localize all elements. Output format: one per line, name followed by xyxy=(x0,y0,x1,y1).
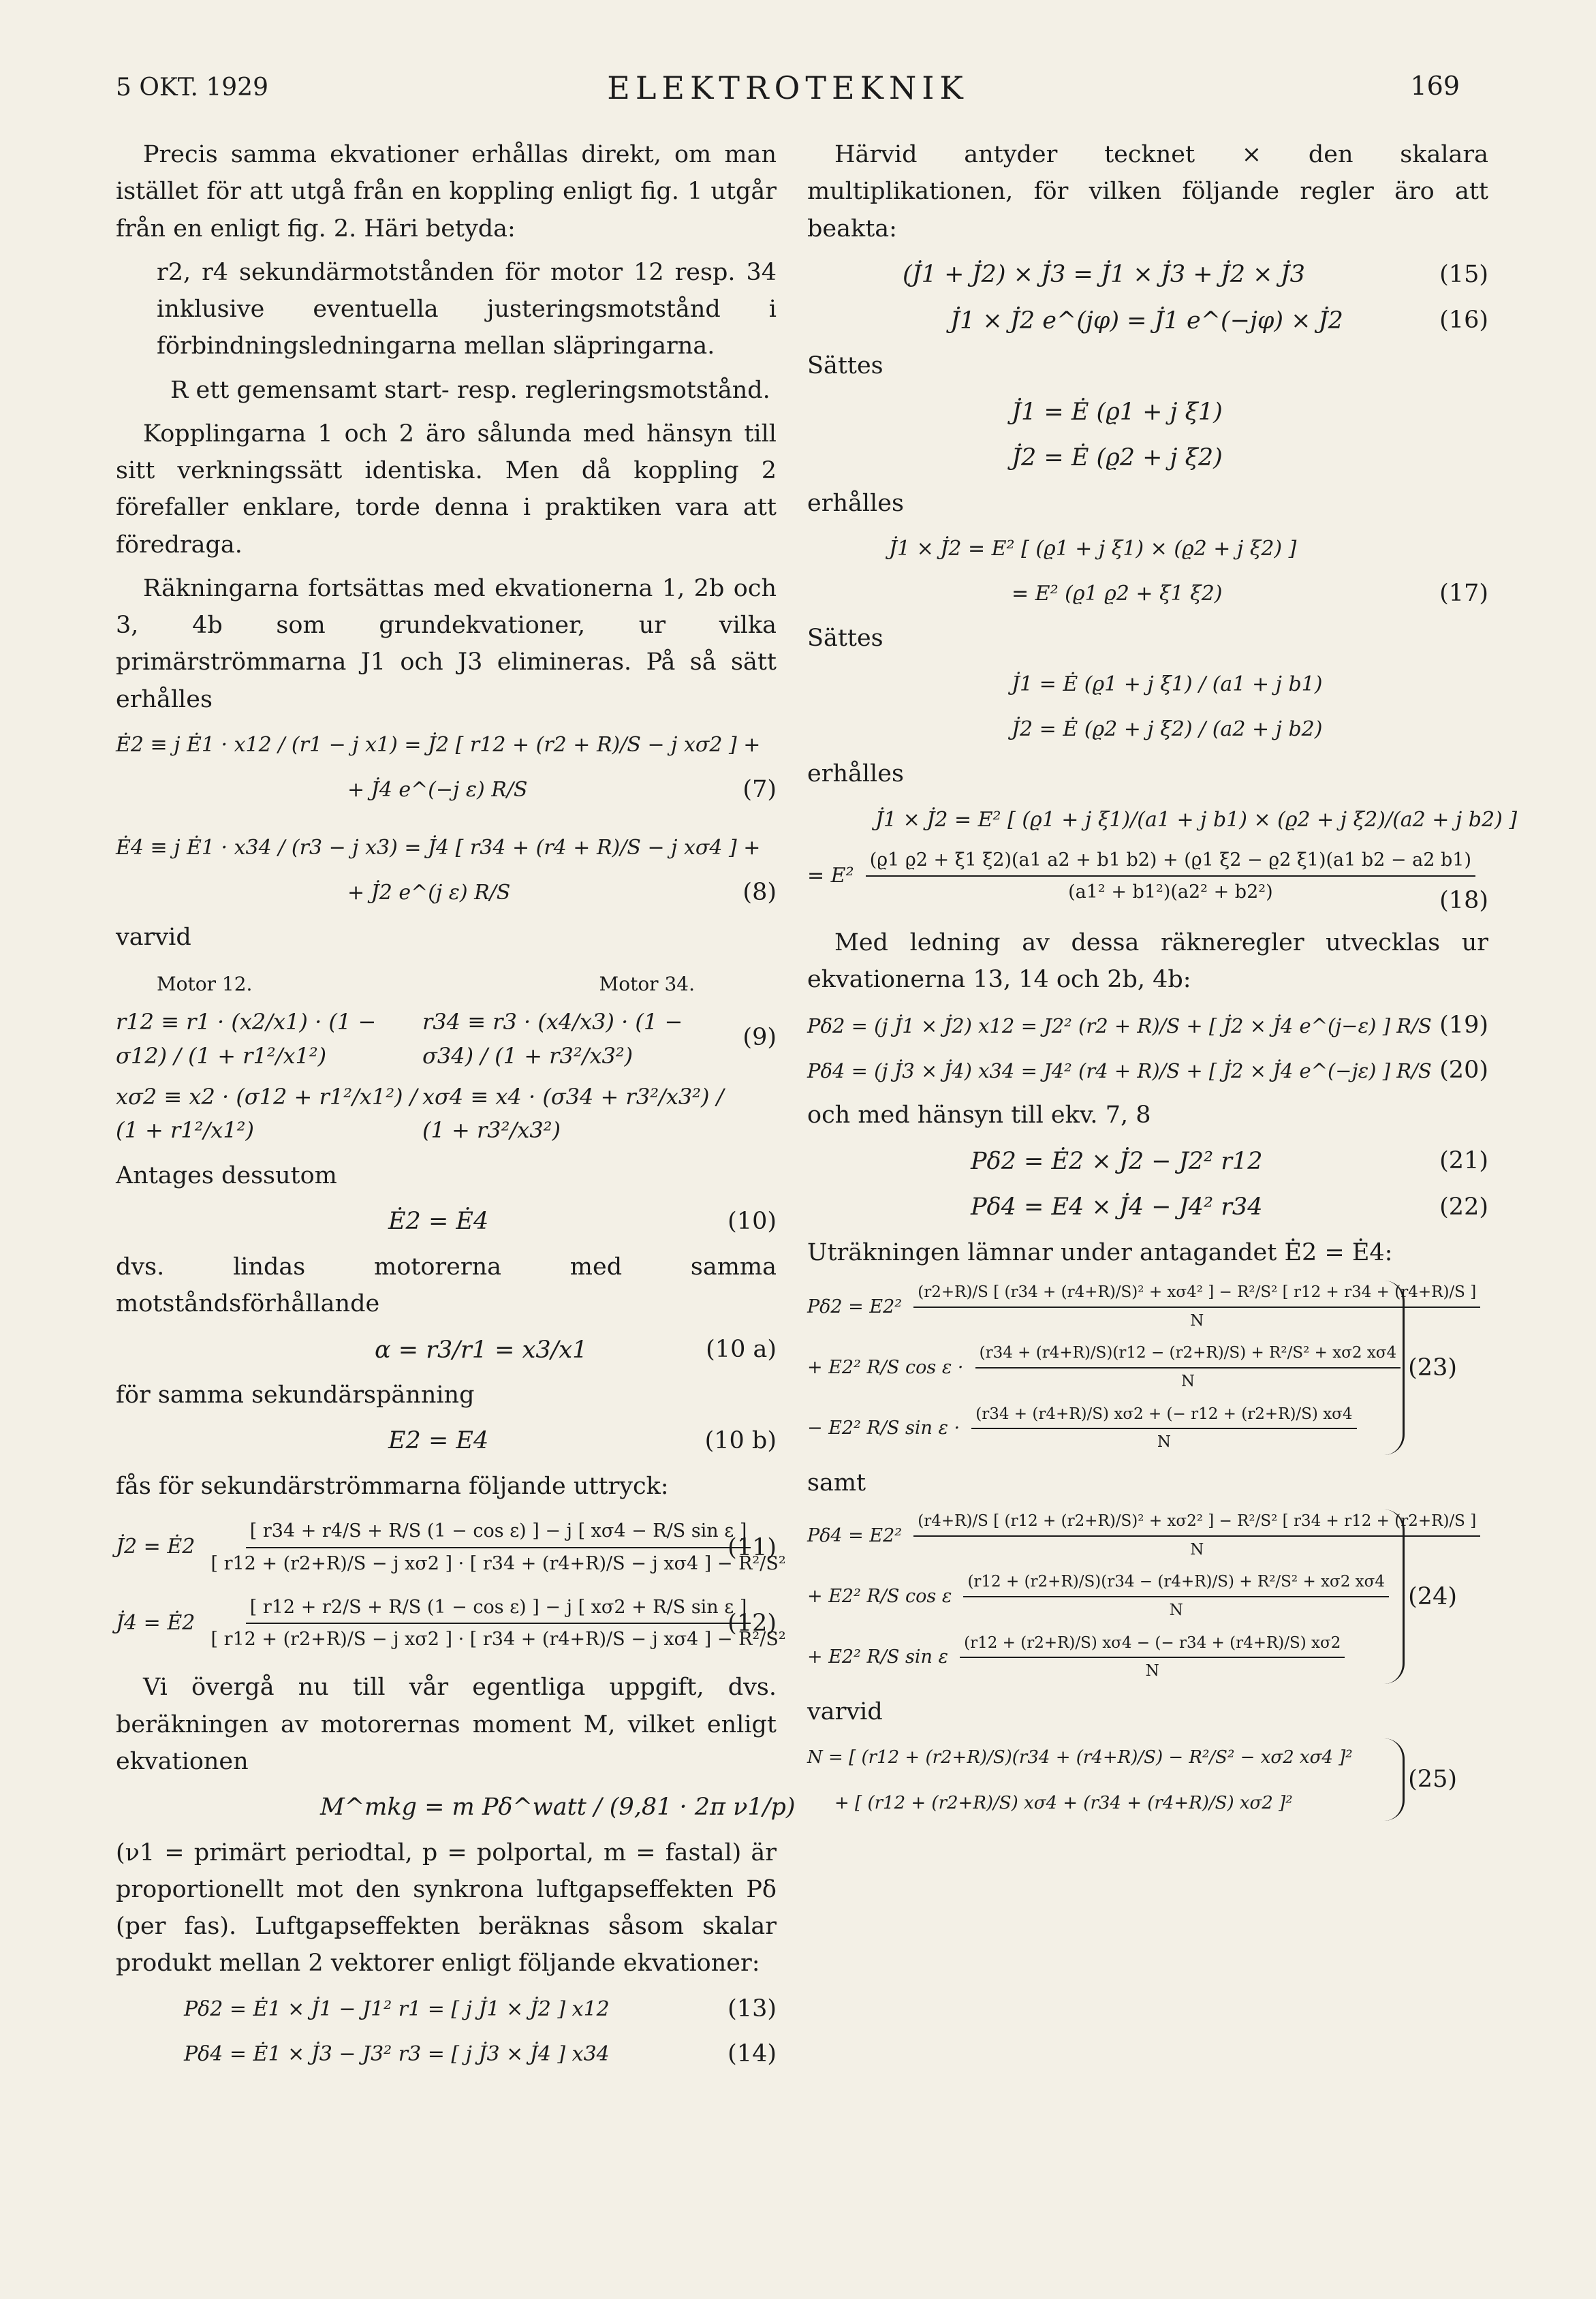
equation-number: (16) xyxy=(1439,307,1488,334)
definition: r2, r4 sekundärmotstånden för motor 12 resp. 34 inklusive eventuella justeringsmotstånd i förbindningsledningarna mellan släpringarna. xyxy=(157,258,777,360)
paragraph: Räkningarna fortsättas med ekvationerna 1, 2b och 3, 4b som grundekvationer, ur vilka primärströmmarna J1 och J3 elimineras. På så sätt erhålles xyxy=(116,574,777,713)
numerator: (r4+R)/S [ (r12 + (r2+R)/S)² + xσ2² ] − R²/S² [ r34 + r12 + (r2+R)/S ] xyxy=(913,1510,1480,1537)
equation-number: (17) xyxy=(1439,580,1488,607)
equation-25-line-2 xyxy=(807,1783,1386,1820)
paragraph: samt xyxy=(807,1469,866,1497)
equation-body: E2 = E4 xyxy=(388,1427,489,1455)
equation-lhs: J̇2 = Ė2 xyxy=(116,1535,195,1559)
equation-lhs: = E² xyxy=(807,864,854,888)
equation-16 xyxy=(807,301,1488,339)
definition-j1 xyxy=(807,392,1488,431)
denominator: N xyxy=(1190,1311,1204,1330)
denominator: N xyxy=(1145,1662,1159,1680)
equation-body: N = [ (r12 + (r2+R)/S)(r34 + (r4+R)/S) − R²/S² − xσ2 xσ4 ]² xyxy=(807,1747,1353,1768)
equation-body: J̇2 = Ė (ϱ2 + j ξ2) xyxy=(1012,444,1223,472)
equation-body: Pδ4 = (j J̇3 × J̇4) x34 = J4² (r4 + R)/S + [ J̇2 × J̇4 e^(−jε) ] R/S xyxy=(807,1059,1432,1082)
equation-number: (10 a) xyxy=(706,1335,777,1363)
issue-date: 5 OKT. 1929 xyxy=(116,74,268,101)
equation-lhs: + E2² R/S cos ε xyxy=(807,1586,952,1608)
equation-number: (8) xyxy=(742,878,777,906)
equation-number: (13) xyxy=(727,1995,777,2022)
motor-headings xyxy=(157,969,777,999)
motor-12-label: Motor 12. xyxy=(157,973,253,995)
equation-17 xyxy=(807,530,1488,567)
equation-fraction xyxy=(963,1570,1389,1623)
equation-body: xσ4 ≡ x4 · (σ34 + r3²/x3²) / (1 + r3²/x3²) xyxy=(422,1083,724,1144)
right-column xyxy=(807,136,1518,1829)
equation-8 xyxy=(116,828,777,865)
paragraph: Vi övergå nu till vår egentliga uppgift, dvs. beräkningen av motorernas moment M, vilket enligt ekvationen xyxy=(116,1674,777,1775)
equation-body: Pδ2 = Ė1 × J̇1 − J1² r1 = [ j J̇1 × J̇2 ] x12 xyxy=(184,1997,610,2021)
equation-body: r34 ≡ r3 · (x4/x3) · (1 − σ34) / (1 + r3²/x3²) xyxy=(422,1009,683,1069)
equation-lhs: J̇4 = Ė2 xyxy=(116,1611,195,1636)
paragraph: Härvid antyder tecknet × den skalara multiplikationen, för vilken följande regler äro att beakta: xyxy=(807,141,1488,243)
paragraph: varvid xyxy=(807,1698,883,1725)
equation-23-term-2 xyxy=(807,1341,1397,1394)
paragraph: dvs. lindas motorerna med samma motståndsförhållande xyxy=(116,1253,777,1317)
equation-number: (22) xyxy=(1439,1193,1488,1221)
equation-lhs: Pδ2 = E2² xyxy=(807,1296,903,1317)
equation-number: (25) xyxy=(1408,1766,1457,1794)
equation-body: J̇2 = Ė (ϱ2 + j ξ2) / (a2 + j b2) xyxy=(1012,717,1323,741)
equation-18-cont xyxy=(807,846,1488,915)
equation-7 xyxy=(116,726,777,763)
equation-24-term-3 xyxy=(807,1631,1386,1684)
equation-19 xyxy=(807,1007,1488,1044)
denominator: N xyxy=(1169,1601,1183,1619)
equation-24-term-1 xyxy=(807,1510,1477,1562)
paragraph: varvid xyxy=(116,923,191,951)
equation-23-term-3 xyxy=(807,1403,1386,1455)
paragraph: Sättes xyxy=(807,625,883,653)
equation-23 xyxy=(807,1281,1477,1455)
equation-body: Pδ4 = E4 × J̇4 − J4² r34 xyxy=(971,1193,1263,1221)
paragraph: fås för sekundärströmmarna följande uttryck: xyxy=(116,1472,669,1500)
equation-23-term-1 xyxy=(807,1281,1477,1333)
equation-body: J̇1 = Ė (ϱ1 + j ξ1) / (a1 + j b1) xyxy=(1012,672,1323,696)
paragraph: Precis samma ekvationer erhållas direkt, om man istället för att utgå från en koppling enligt fig. 1 utgår från en enligt fig. 2. Häri betyda: xyxy=(116,141,777,243)
journal-title: ELEKTROTEKNIK xyxy=(607,69,969,106)
equation-number: (14) xyxy=(727,2039,777,2067)
left-column xyxy=(116,136,796,2080)
equation-21 xyxy=(807,1142,1488,1180)
numerator: (r34 + (r4+R)/S) xσ2 + (− r12 + (r2+R)/S) xσ4 xyxy=(971,1403,1356,1430)
definition-j1-frac xyxy=(807,666,1488,702)
numerator: (r2+R)/S [ (r34 + (r4+R)/S)² + xσ4² ] − R²/S² [ r12 + r34 + (r4+R)/S ] xyxy=(913,1281,1480,1308)
equation-number: (15) xyxy=(1439,260,1488,288)
equation-25-line-1 xyxy=(807,1738,1386,1775)
equation-lhs: + E2² R/S cos ε · xyxy=(807,1356,964,1378)
denominator: N xyxy=(1190,1540,1204,1559)
equation-body: + J̇2 e^(j ε) R/S xyxy=(347,880,511,905)
equation-body: Pδ4 = Ė1 × J̇3 − J3² r3 = [ j J̇3 × J̇4 ] x34 xyxy=(184,2042,610,2067)
equation-10b xyxy=(116,1422,777,1460)
equation-9-row xyxy=(116,1005,729,1073)
equation-10 xyxy=(116,1202,777,1240)
equation-8-cont xyxy=(116,874,777,911)
paragraph: Sättes xyxy=(807,352,883,379)
numerator: (r12 + (r2+R)/S) xσ4 − (− r34 + (r4+R)/S) xσ2 xyxy=(960,1631,1345,1659)
equation-moment xyxy=(116,1788,796,1826)
equation-body: α = r3/r1 = x3/x1 xyxy=(375,1336,588,1364)
equation-13 xyxy=(116,1990,777,2027)
equation-fraction xyxy=(975,1341,1401,1394)
equation-number: (23) xyxy=(1408,1354,1457,1381)
equation-number: (20) xyxy=(1439,1056,1488,1084)
denominator: (a1² + b1²)(a2² + b2²) xyxy=(1068,881,1273,903)
equation-fraction xyxy=(206,1517,789,1578)
equation-12 xyxy=(116,1593,786,1655)
motor-34-label: Motor 34. xyxy=(599,973,695,995)
equation-body: J̇1 = Ė (ϱ1 + j ξ1) xyxy=(1012,398,1223,426)
equation-body: (J̇1 + J̇2) × J̇3 = J̇1 × J̇3 + J̇2 × J̇3 xyxy=(903,261,1305,289)
equation-body: Pδ2 = (j J̇1 × J̇2) x12 = J2² (r2 + R)/S + [ J̇2 × J̇4 e^(j−ε) ] R/S xyxy=(807,1014,1432,1037)
equation-body: J̇1 × J̇2 e^(jφ) = J̇1 e^(−jφ) × J̇2 xyxy=(950,307,1343,334)
denominator: [ r12 + (r2+R)/S − j xσ2 ] · [ r34 + (r4+R)/S − j xσ4 ] − R²/S² xyxy=(210,1629,786,1651)
paragraph: för samma sekundärspänning xyxy=(116,1381,475,1409)
page-header xyxy=(116,69,1460,114)
numerator: (r12 + (r2+R)/S)(r34 − (r4+R)/S) + R²/S² + xσ2 xσ4 xyxy=(963,1570,1389,1597)
equation-number: (19) xyxy=(1439,1011,1488,1039)
equation-number: (7) xyxy=(742,776,777,803)
paragraph: Kopplingarna 1 och 2 äro sålunda med hänsyn till sitt verkningssätt identiska. Men då koppling 2 förefaller enklare, torde denna i praktiken vara att föredraga. xyxy=(116,420,777,559)
equation-24 xyxy=(807,1510,1477,1684)
equation-14 xyxy=(116,2035,777,2072)
equation-body: Ė2 ≡ j Ė1 · x12 / (r1 − j x1) = J̇2 [ r12 + (r2 + R)/S − j xσ2 ] + xyxy=(116,733,761,757)
equation-17-cont xyxy=(807,575,1488,612)
equation-fraction xyxy=(913,1281,1480,1333)
equation-lhs: Pδ4 = E2² xyxy=(807,1524,903,1546)
equation-body: J̇1 × J̇2 = E² [ (ϱ1 + j ξ1) × (ϱ2 + j ξ2) ] xyxy=(889,537,1297,561)
equation-fraction xyxy=(913,1510,1480,1562)
equation-11 xyxy=(116,1517,786,1578)
equation-fraction xyxy=(971,1403,1356,1455)
numerator: [ r34 + r4/S + R/S (1 − cos ε) ] − j [ xσ4 − R/S sin ε ] xyxy=(246,1517,751,1548)
equation-9-row xyxy=(116,1080,729,1148)
equation-9-block xyxy=(116,1005,777,1147)
paragraph: erhålles xyxy=(807,489,904,517)
equation-15 xyxy=(807,255,1488,294)
definition-j2-frac xyxy=(807,710,1488,747)
equation-10a xyxy=(116,1330,777,1369)
numerator: [ r12 + r2/S + R/S (1 − cos ε) ] − j [ xσ2 + R/S sin ε ] xyxy=(246,1593,751,1625)
paragraph: Antages dessutom xyxy=(116,1161,337,1189)
paragraph: och med hänsyn till ekv. 7, 8 xyxy=(807,1101,1151,1129)
equation-7-cont xyxy=(116,771,777,808)
equation-24-term-2 xyxy=(807,1570,1386,1623)
equation-fraction xyxy=(206,1593,789,1655)
denominator: [ r12 + (r2+R)/S − j xσ2 ] · [ r34 + (r4+R)/S − j xσ4 ] − R²/S² xyxy=(210,1552,786,1574)
paragraph: erhålles xyxy=(807,760,904,787)
equation-body: + [ (r12 + (r2+R)/S) xσ4 + (r34 + (r4+R)/S) xσ2 ]² xyxy=(834,1792,1293,1813)
equation-25 xyxy=(807,1738,1457,1821)
equation-body: M^mkg = m Pδ^watt / (9,81 · 2π ν1/p) xyxy=(320,1794,796,1821)
equation-number: (12) xyxy=(727,1610,777,1638)
equation-fraction xyxy=(960,1631,1345,1684)
equation-number: (9) xyxy=(742,1024,777,1052)
equation-body: + J̇4 e^(−j ε) R/S xyxy=(347,778,528,802)
denominator: N xyxy=(1180,1372,1195,1390)
equation-number: (24) xyxy=(1408,1582,1457,1610)
numerator: (ϱ1 ϱ2 + ξ1 ξ2)(a1 a2 + b1 b2) + (ϱ1 ξ2 − ϱ2 ξ1)(a1 b2 − a2 b1) xyxy=(866,846,1475,877)
paragraph: Med ledning av dessa räkneregler utvecklas ur ekvationerna 13, 14 och 2b, 4b: xyxy=(807,929,1488,994)
paragraph: (ν1 = primärt periodtal, p = polportal, m = fastal) är proportionellt mot den synkrona luftgapseffekten Pδ (per fas). Luftgapseffekten beräknas såsom skalar produkt mellan 2 vektorer enligt följande ekvationer: xyxy=(116,1839,777,1977)
paragraph: Uträkningen lämnar under antagandet Ė2 = Ė4: xyxy=(807,1238,1393,1266)
equation-body: = E² (ϱ1 ϱ2 + ξ1 ξ2) xyxy=(1012,582,1223,606)
numerator: (r34 + (r4+R)/S)(r12 − (r2+R)/S) + R²/S² + xσ2 xσ4 xyxy=(975,1341,1401,1369)
page-number: 169 xyxy=(1410,71,1460,101)
equation-body: Pδ2 = Ė2 × J̇2 − J2² r12 xyxy=(971,1147,1263,1175)
equation-body: Ė2 = Ė4 xyxy=(388,1208,489,1236)
equation-number: (11) xyxy=(727,1533,777,1561)
equation-body: J̇1 × J̇2 = E² [ (ϱ1 + j ξ1)/(a1 + j b1) × (ϱ2 + j ξ2)/(a2 + j b2) ] xyxy=(875,807,1518,832)
equation-22 xyxy=(807,1188,1488,1226)
equation-body: r12 ≡ r1 · (x2/x1) · (1 − σ12) / (1 + r1²/x1²) xyxy=(116,1009,377,1069)
equation-number: (10) xyxy=(727,1207,777,1235)
equation-body: xσ2 ≡ x2 · (σ12 + r1²/x1²) / (1 + r1²/x1²) xyxy=(116,1083,418,1144)
equation-20 xyxy=(807,1052,1488,1089)
equation-body: Ė4 ≡ j Ė1 · x34 / (r3 − j x3) = J̇4 [ r34 + (r4 + R)/S − j xσ4 ] + xyxy=(116,835,761,860)
equation-number: (21) xyxy=(1439,1147,1488,1175)
equation-number: (10 b) xyxy=(704,1426,777,1454)
denominator: N xyxy=(1157,1433,1171,1452)
equation-18 xyxy=(807,800,1518,837)
definition-j2 xyxy=(807,439,1488,477)
equation-lhs: − E2² R/S sin ε · xyxy=(807,1418,960,1439)
definition: R ett gemensamt start- resp. regleringsmotstånd. xyxy=(170,376,770,404)
equation-number: (18) xyxy=(1439,887,1488,915)
equation-lhs: + E2² R/S sin ε xyxy=(807,1646,948,1668)
equation-fraction xyxy=(866,846,1475,907)
